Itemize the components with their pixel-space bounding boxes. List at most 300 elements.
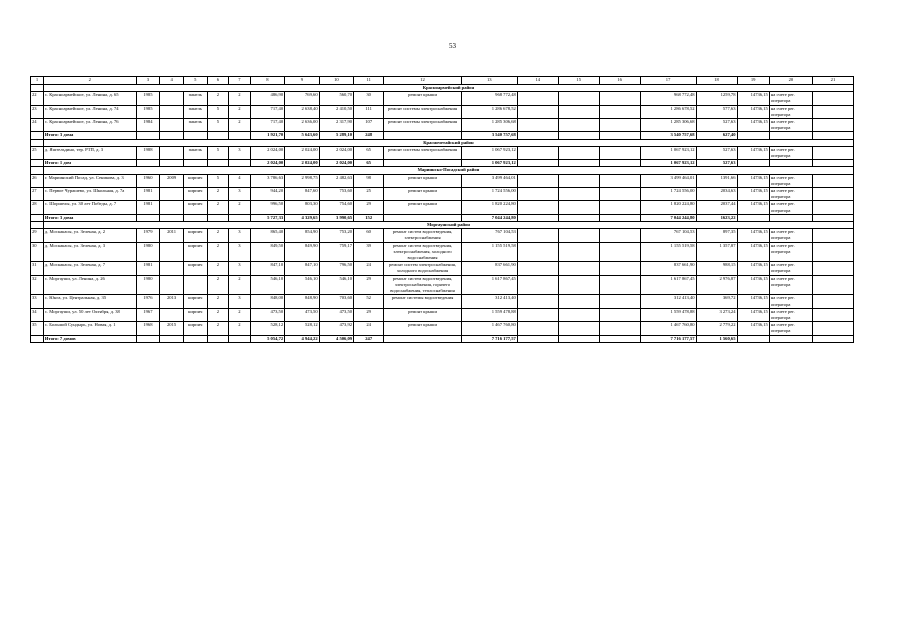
wall-material: кирпич bbox=[183, 201, 207, 214]
wall-material: кирпич bbox=[183, 229, 207, 242]
premises-area: 473,50 bbox=[285, 308, 319, 321]
table-cell bbox=[517, 295, 558, 308]
table-cell bbox=[812, 201, 853, 214]
table-cell bbox=[812, 188, 853, 201]
district-title: Красночетайский район bbox=[43, 139, 853, 146]
residential-area: 753,20 bbox=[319, 229, 353, 242]
entrances: 4 bbox=[229, 174, 251, 187]
table-cell bbox=[207, 132, 229, 139]
work-type: ремонт систем электроснабжения, холодного водоснабжения bbox=[384, 262, 462, 275]
table-cell bbox=[31, 85, 44, 92]
repair-cost: 837 661,90 bbox=[461, 262, 517, 275]
unit-cost: 527,63 bbox=[696, 160, 737, 167]
table-cell bbox=[558, 275, 599, 295]
address-cell: с. Большой Сундырь, ул. Новая, д. 1 bbox=[43, 322, 136, 335]
table-cell bbox=[31, 160, 44, 167]
column-number: 7 bbox=[229, 77, 251, 85]
address-cell: с. Красноармейское, ул. Ленина, д. 74 bbox=[43, 105, 136, 118]
residents-count: 111 bbox=[354, 105, 384, 118]
wall-material: панель bbox=[183, 119, 207, 132]
floors: 2 bbox=[207, 295, 229, 308]
unit-cost: 627,40 bbox=[696, 132, 737, 139]
total-area: 717,40 bbox=[250, 105, 284, 118]
regional-operator-funds: 1 820 224,80 bbox=[640, 201, 696, 214]
table-cell bbox=[160, 132, 184, 139]
work-type: ремонт систем водоотведения, электроснабжения, горячего водоснабжения, теплоснабжения bbox=[384, 275, 462, 295]
floors: 2 bbox=[207, 262, 229, 275]
table-cell bbox=[517, 308, 558, 321]
residents-count: 247 bbox=[354, 335, 384, 342]
table-cell bbox=[558, 174, 599, 187]
repair-cost: 1 820 224,80 bbox=[461, 201, 517, 214]
max-unit-cost: 14736,15 bbox=[737, 146, 769, 159]
funding-method: на счете рег. оператора bbox=[769, 105, 812, 118]
residential-area: 3 990,65 bbox=[319, 214, 353, 221]
table-cell bbox=[599, 242, 640, 262]
table-cell bbox=[136, 214, 160, 221]
year-built: 1985 bbox=[136, 92, 160, 105]
total-area: 717,40 bbox=[250, 119, 284, 132]
regional-operator-funds: 1 724 556,00 bbox=[640, 188, 696, 201]
table-row bbox=[31, 262, 854, 275]
regional-operator-funds: 7 044 244,80 bbox=[640, 214, 696, 221]
total-area: 528,12 bbox=[250, 322, 284, 335]
table-row bbox=[31, 105, 854, 118]
address-cell: д. Яштельдино, тер. РТП, д. 3 bbox=[43, 146, 136, 159]
address-cell: с. Моргауши, ул. 50 лет Октября, д. 38 bbox=[43, 308, 136, 321]
regional-operator-funds: 767 104,53 bbox=[640, 229, 696, 242]
table-cell bbox=[517, 105, 558, 118]
table-cell bbox=[737, 160, 769, 167]
table-cell bbox=[558, 188, 599, 201]
year-reconstructed bbox=[160, 105, 184, 118]
residential-area: 473,50 bbox=[319, 308, 353, 321]
repair-cost: 1 559 478,88 bbox=[461, 308, 517, 321]
premises-area: 2 024,00 bbox=[285, 160, 319, 167]
regional-operator-funds: 1 067 923,12 bbox=[640, 146, 696, 159]
table-cell bbox=[31, 132, 44, 139]
residents-count: 39 bbox=[354, 242, 384, 262]
total-area: 5 727,33 bbox=[250, 214, 284, 221]
unit-cost: 577,63 bbox=[696, 105, 737, 118]
address-cell: д. Москакасы, ул. Зеленая, д. 2 bbox=[43, 229, 136, 242]
year-built: 1985 bbox=[136, 105, 160, 118]
regional-operator-funds: 1 067 923,12 bbox=[640, 160, 696, 167]
residents-count: 65 bbox=[354, 160, 384, 167]
repair-cost: 7 716 177,57 bbox=[461, 335, 517, 342]
year-built: 1981 bbox=[136, 262, 160, 275]
row-number: 22 bbox=[31, 92, 44, 105]
address-cell: с. Юнга, ул. Центральная, д. 35 bbox=[43, 295, 136, 308]
table-cell bbox=[812, 174, 853, 187]
residents-count: 29 bbox=[354, 275, 384, 295]
unit-cost: 3 273,24 bbox=[696, 308, 737, 321]
table-cell bbox=[599, 322, 640, 335]
unit-cost: 527,63 bbox=[696, 146, 737, 159]
funding-method: на счете рег. оператора bbox=[769, 275, 812, 295]
address-cell: с. Моргауши, ул. Ленина, д. 26 bbox=[43, 275, 136, 295]
table-cell bbox=[812, 322, 853, 335]
column-number: 17 bbox=[640, 77, 696, 85]
max-unit-cost: 14736,15 bbox=[737, 188, 769, 201]
repair-cost: 1 617 867,45 bbox=[461, 275, 517, 295]
table-row bbox=[31, 295, 854, 308]
regional-operator-funds: 1 559 478,88 bbox=[640, 308, 696, 321]
address-cell: с. Шоршелы, ул. 30 лет Победы, д. 7 bbox=[43, 201, 136, 214]
repair-program-table bbox=[30, 76, 854, 343]
premises-area: 2 638,40 bbox=[285, 105, 319, 118]
wall-material: панель bbox=[183, 146, 207, 159]
table-row bbox=[31, 188, 854, 201]
year-reconstructed bbox=[160, 275, 184, 295]
table-row bbox=[31, 92, 854, 105]
residential-area: 560,70 bbox=[319, 92, 353, 105]
row-number: 29 bbox=[31, 229, 44, 242]
row-number: 26 bbox=[31, 174, 44, 187]
total-area: 1 921,70 bbox=[250, 132, 284, 139]
unit-cost: 1391,66 bbox=[696, 174, 737, 187]
total-label: Итого: 3 дома bbox=[43, 214, 136, 221]
max-unit-cost: 14736,15 bbox=[737, 119, 769, 132]
table-cell bbox=[384, 214, 462, 221]
premises-area: 803,30 bbox=[285, 201, 319, 214]
row-number: 27 bbox=[31, 188, 44, 201]
max-unit-cost: 14736,15 bbox=[737, 242, 769, 262]
year-built: 1980 bbox=[136, 242, 160, 262]
row-number: 34 bbox=[31, 308, 44, 321]
entrances: 3 bbox=[229, 262, 251, 275]
table-cell bbox=[31, 167, 44, 174]
column-number: 18 bbox=[696, 77, 737, 85]
table-cell bbox=[384, 335, 462, 342]
year-built: 1968 bbox=[136, 322, 160, 335]
total-label: Итого: 7 домов bbox=[43, 335, 136, 342]
district-heading-row bbox=[31, 222, 854, 229]
table-cell bbox=[558, 335, 599, 342]
column-number: 21 bbox=[812, 77, 853, 85]
entrances: 3 bbox=[229, 229, 251, 242]
work-type: ремонт крыши bbox=[384, 308, 462, 321]
table-cell bbox=[558, 105, 599, 118]
unit-cost: 988,15 bbox=[696, 262, 737, 275]
table-cell bbox=[558, 132, 599, 139]
table-cell bbox=[737, 132, 769, 139]
year-reconstructed bbox=[160, 188, 184, 201]
regional-operator-funds: 3 540 757,68 bbox=[640, 132, 696, 139]
funding-method: на счете рег. оператора bbox=[769, 295, 812, 308]
column-number: 20 bbox=[769, 77, 812, 85]
table-cell bbox=[517, 335, 558, 342]
repair-cost: 1 285 306,68 bbox=[461, 119, 517, 132]
work-type: ремонт систем водоотведения, электроснабжения, холодного водоснабжения bbox=[384, 242, 462, 262]
district-title: Мариинско-Посадский район bbox=[43, 167, 853, 174]
table-row bbox=[31, 275, 854, 295]
residential-area: 2 482,63 bbox=[319, 174, 353, 187]
wall-material: панель bbox=[183, 92, 207, 105]
column-number: 15 bbox=[558, 77, 599, 85]
max-unit-cost: 14736,15 bbox=[737, 201, 769, 214]
table-row bbox=[31, 242, 854, 262]
floors: 2 bbox=[207, 308, 229, 321]
unit-cost: 1623,22 bbox=[696, 214, 737, 221]
premises-area: 847,10 bbox=[285, 262, 319, 275]
floors: 5 bbox=[207, 146, 229, 159]
column-number: 11 bbox=[354, 77, 384, 85]
residents-count: 107 bbox=[354, 119, 384, 132]
table-cell bbox=[31, 214, 44, 221]
residential-area: 5 289,10 bbox=[319, 132, 353, 139]
funding-method: на счете рег. оператора bbox=[769, 201, 812, 214]
table-cell bbox=[31, 139, 44, 146]
wall-material bbox=[183, 275, 207, 295]
table-cell bbox=[812, 132, 853, 139]
total-area: 3 786,63 bbox=[250, 174, 284, 187]
row-number: 31 bbox=[31, 262, 44, 275]
total-area: 5 054,72 bbox=[250, 335, 284, 342]
unit-cost: 2 779,22 bbox=[696, 322, 737, 335]
district-total-row bbox=[31, 335, 854, 342]
repair-cost: 1 067 923,12 bbox=[461, 160, 517, 167]
premises-area: 2 024,00 bbox=[285, 146, 319, 159]
max-unit-cost: 14736,15 bbox=[737, 229, 769, 242]
table-cell bbox=[517, 188, 558, 201]
table-cell bbox=[558, 201, 599, 214]
unit-cost: 527,63 bbox=[696, 119, 737, 132]
total-label: Итого: 3 дома bbox=[43, 132, 136, 139]
repair-cost: 1 067 923,12 bbox=[461, 146, 517, 159]
residential-area: 759,17 bbox=[319, 242, 353, 262]
district-title: Моргаушский район bbox=[43, 222, 853, 229]
table-cell bbox=[812, 229, 853, 242]
total-area: 996,50 bbox=[250, 201, 284, 214]
column-number-row bbox=[31, 77, 854, 85]
total-area: 486,90 bbox=[250, 92, 284, 105]
max-unit-cost: 14736,15 bbox=[737, 92, 769, 105]
residents-count: 30 bbox=[354, 92, 384, 105]
table-cell bbox=[737, 335, 769, 342]
column-number: 5 bbox=[183, 77, 207, 85]
max-unit-cost: 14736,15 bbox=[737, 105, 769, 118]
table-cell bbox=[599, 275, 640, 295]
max-unit-cost: 14736,15 bbox=[737, 262, 769, 275]
table-cell bbox=[517, 229, 558, 242]
table-cell bbox=[207, 160, 229, 167]
work-type: ремонт крыши bbox=[384, 188, 462, 201]
repair-cost: 1 467 760,80 bbox=[461, 322, 517, 335]
table-cell bbox=[599, 229, 640, 242]
address-cell: д. Москакасы, ул. Зеленая, д. 3 bbox=[43, 242, 136, 262]
residents-count: 24 bbox=[354, 322, 384, 335]
row-number: 23 bbox=[31, 105, 44, 118]
year-built: 1988 bbox=[136, 146, 160, 159]
district-total-row bbox=[31, 132, 854, 139]
address-cell: с. Первое Чурашево, ул. Школьная, д. 7а bbox=[43, 188, 136, 201]
total-area: 944,20 bbox=[250, 188, 284, 201]
table-cell bbox=[599, 160, 640, 167]
year-reconstructed bbox=[160, 262, 184, 275]
entrances: 3 bbox=[229, 146, 251, 159]
wall-material: кирпич bbox=[183, 262, 207, 275]
premises-area: 854,90 bbox=[285, 229, 319, 242]
table-cell bbox=[599, 92, 640, 105]
page-number: 53 bbox=[449, 42, 456, 50]
max-unit-cost: 14736,15 bbox=[737, 174, 769, 187]
table-cell bbox=[183, 132, 207, 139]
residential-area: 2 024,00 bbox=[319, 160, 353, 167]
year-reconstructed: 2015 bbox=[160, 322, 184, 335]
column-number: 8 bbox=[250, 77, 284, 85]
premises-area: 5 643,60 bbox=[285, 132, 319, 139]
table-cell bbox=[737, 214, 769, 221]
repair-cost: 3 540 757,68 bbox=[461, 132, 517, 139]
district-heading-row bbox=[31, 139, 854, 146]
residents-count: 60 bbox=[354, 229, 384, 242]
table-row bbox=[31, 308, 854, 321]
work-type: ремонт системы водоотведения bbox=[384, 295, 462, 308]
table-cell bbox=[136, 160, 160, 167]
floors: 2 bbox=[207, 229, 229, 242]
row-number: 30 bbox=[31, 242, 44, 262]
district-title: Красноармейский район bbox=[43, 85, 853, 92]
work-type: ремонт крыши bbox=[384, 92, 462, 105]
residents-count: 25 bbox=[354, 188, 384, 201]
table-cell bbox=[599, 146, 640, 159]
year-reconstructed: 2013 bbox=[160, 295, 184, 308]
floors: 5 bbox=[207, 174, 229, 187]
table-cell bbox=[160, 214, 184, 221]
year-reconstructed: 2011 bbox=[160, 229, 184, 242]
table-cell bbox=[769, 214, 812, 221]
work-type: ремонт системы электроснабжения bbox=[384, 119, 462, 132]
table-cell bbox=[599, 119, 640, 132]
table-cell bbox=[812, 308, 853, 321]
funding-method: на счете рег. оператора bbox=[769, 119, 812, 132]
year-built: 1984 bbox=[136, 119, 160, 132]
table-cell bbox=[384, 132, 462, 139]
table-row bbox=[31, 201, 854, 214]
table-cell bbox=[812, 214, 853, 221]
table-cell bbox=[207, 335, 229, 342]
table-cell bbox=[517, 119, 558, 132]
funding-method: на счете рег. оператора bbox=[769, 92, 812, 105]
table-row bbox=[31, 119, 854, 132]
year-reconstructed bbox=[160, 242, 184, 262]
year-reconstructed bbox=[160, 308, 184, 321]
floors: 2 bbox=[207, 242, 229, 262]
row-number: 25 bbox=[31, 146, 44, 159]
residents-count: 152 bbox=[354, 214, 384, 221]
district-heading-row bbox=[31, 85, 854, 92]
column-number: 19 bbox=[737, 77, 769, 85]
table-cell bbox=[517, 92, 558, 105]
work-type: ремонт крыши bbox=[384, 322, 462, 335]
floors: 2 bbox=[207, 92, 229, 105]
column-number: 13 bbox=[461, 77, 517, 85]
funding-method: на счете рег. оператора bbox=[769, 322, 812, 335]
row-number: 32 bbox=[31, 275, 44, 295]
residents-count: 98 bbox=[354, 174, 384, 187]
residential-area: 546,10 bbox=[319, 275, 353, 295]
regional-operator-funds: 1 617 867,45 bbox=[640, 275, 696, 295]
address-cell: с. Красноармейское, ул. Ленина, д. 65 bbox=[43, 92, 136, 105]
table-cell bbox=[558, 146, 599, 159]
max-unit-cost: 14736,15 bbox=[737, 308, 769, 321]
column-number: 16 bbox=[599, 77, 640, 85]
total-area: 546,10 bbox=[250, 275, 284, 295]
table-cell bbox=[229, 160, 251, 167]
entrances: 2 bbox=[229, 105, 251, 118]
table-cell bbox=[229, 214, 251, 221]
total-area: 473,50 bbox=[250, 308, 284, 321]
max-unit-cost: 14736,15 bbox=[737, 295, 769, 308]
funding-method: на счете рег. оператора bbox=[769, 242, 812, 262]
table-cell bbox=[812, 262, 853, 275]
total-label: Итого: 1 дом bbox=[43, 160, 136, 167]
regional-operator-funds: 312 413,40 bbox=[640, 295, 696, 308]
wall-material: кирпич bbox=[183, 242, 207, 262]
wall-material: кирпич bbox=[183, 188, 207, 201]
table-cell bbox=[517, 322, 558, 335]
column-number: 9 bbox=[285, 77, 319, 85]
row-number: 33 bbox=[31, 295, 44, 308]
repair-cost: 767 104,53 bbox=[461, 229, 517, 242]
floors: 2 bbox=[207, 322, 229, 335]
table-cell bbox=[769, 132, 812, 139]
repair-cost: 968 772,48 bbox=[461, 92, 517, 105]
residential-area: 754,60 bbox=[319, 201, 353, 214]
table-cell bbox=[812, 275, 853, 295]
district-total-row bbox=[31, 160, 854, 167]
entrances: 2 bbox=[229, 201, 251, 214]
unit-cost: 1 560,65 bbox=[696, 335, 737, 342]
entrances: 3 bbox=[229, 295, 251, 308]
table-cell bbox=[384, 160, 462, 167]
residents-count: 29 bbox=[354, 308, 384, 321]
unit-cost: 897,35 bbox=[696, 229, 737, 242]
wall-material: панель bbox=[183, 105, 207, 118]
wall-material: кирпич bbox=[183, 322, 207, 335]
table-cell bbox=[769, 160, 812, 167]
table-cell bbox=[183, 214, 207, 221]
column-number: 2 bbox=[43, 77, 136, 85]
year-built: 1960 bbox=[136, 174, 160, 187]
table-cell bbox=[599, 105, 640, 118]
table-cell bbox=[517, 242, 558, 262]
funding-method: на счете рег. оператора bbox=[769, 262, 812, 275]
regional-operator-funds: 1 286 678,52 bbox=[640, 105, 696, 118]
table-cell bbox=[812, 119, 853, 132]
table-cell bbox=[517, 275, 558, 295]
entrances: 2 bbox=[229, 308, 251, 321]
regional-operator-funds: 1 285 306,68 bbox=[640, 119, 696, 132]
wall-material: кирпич bbox=[183, 174, 207, 187]
column-number: 6 bbox=[207, 77, 229, 85]
address-cell: г. Мариинский Посад, ул. Сеникова, д. 3 bbox=[43, 174, 136, 187]
unit-cost: 2037,44 bbox=[696, 201, 737, 214]
total-area: 848,00 bbox=[250, 295, 284, 308]
residents-count: 24 bbox=[354, 262, 384, 275]
table-cell bbox=[769, 335, 812, 342]
residents-count: 52 bbox=[354, 295, 384, 308]
table-cell bbox=[517, 262, 558, 275]
row-number: 28 bbox=[31, 201, 44, 214]
entrances: 2 bbox=[229, 322, 251, 335]
max-unit-cost: 14736,15 bbox=[737, 322, 769, 335]
table-cell bbox=[599, 308, 640, 321]
entrances: 3 bbox=[229, 242, 251, 262]
residential-area: 2 317,90 bbox=[319, 119, 353, 132]
table-cell bbox=[136, 335, 160, 342]
